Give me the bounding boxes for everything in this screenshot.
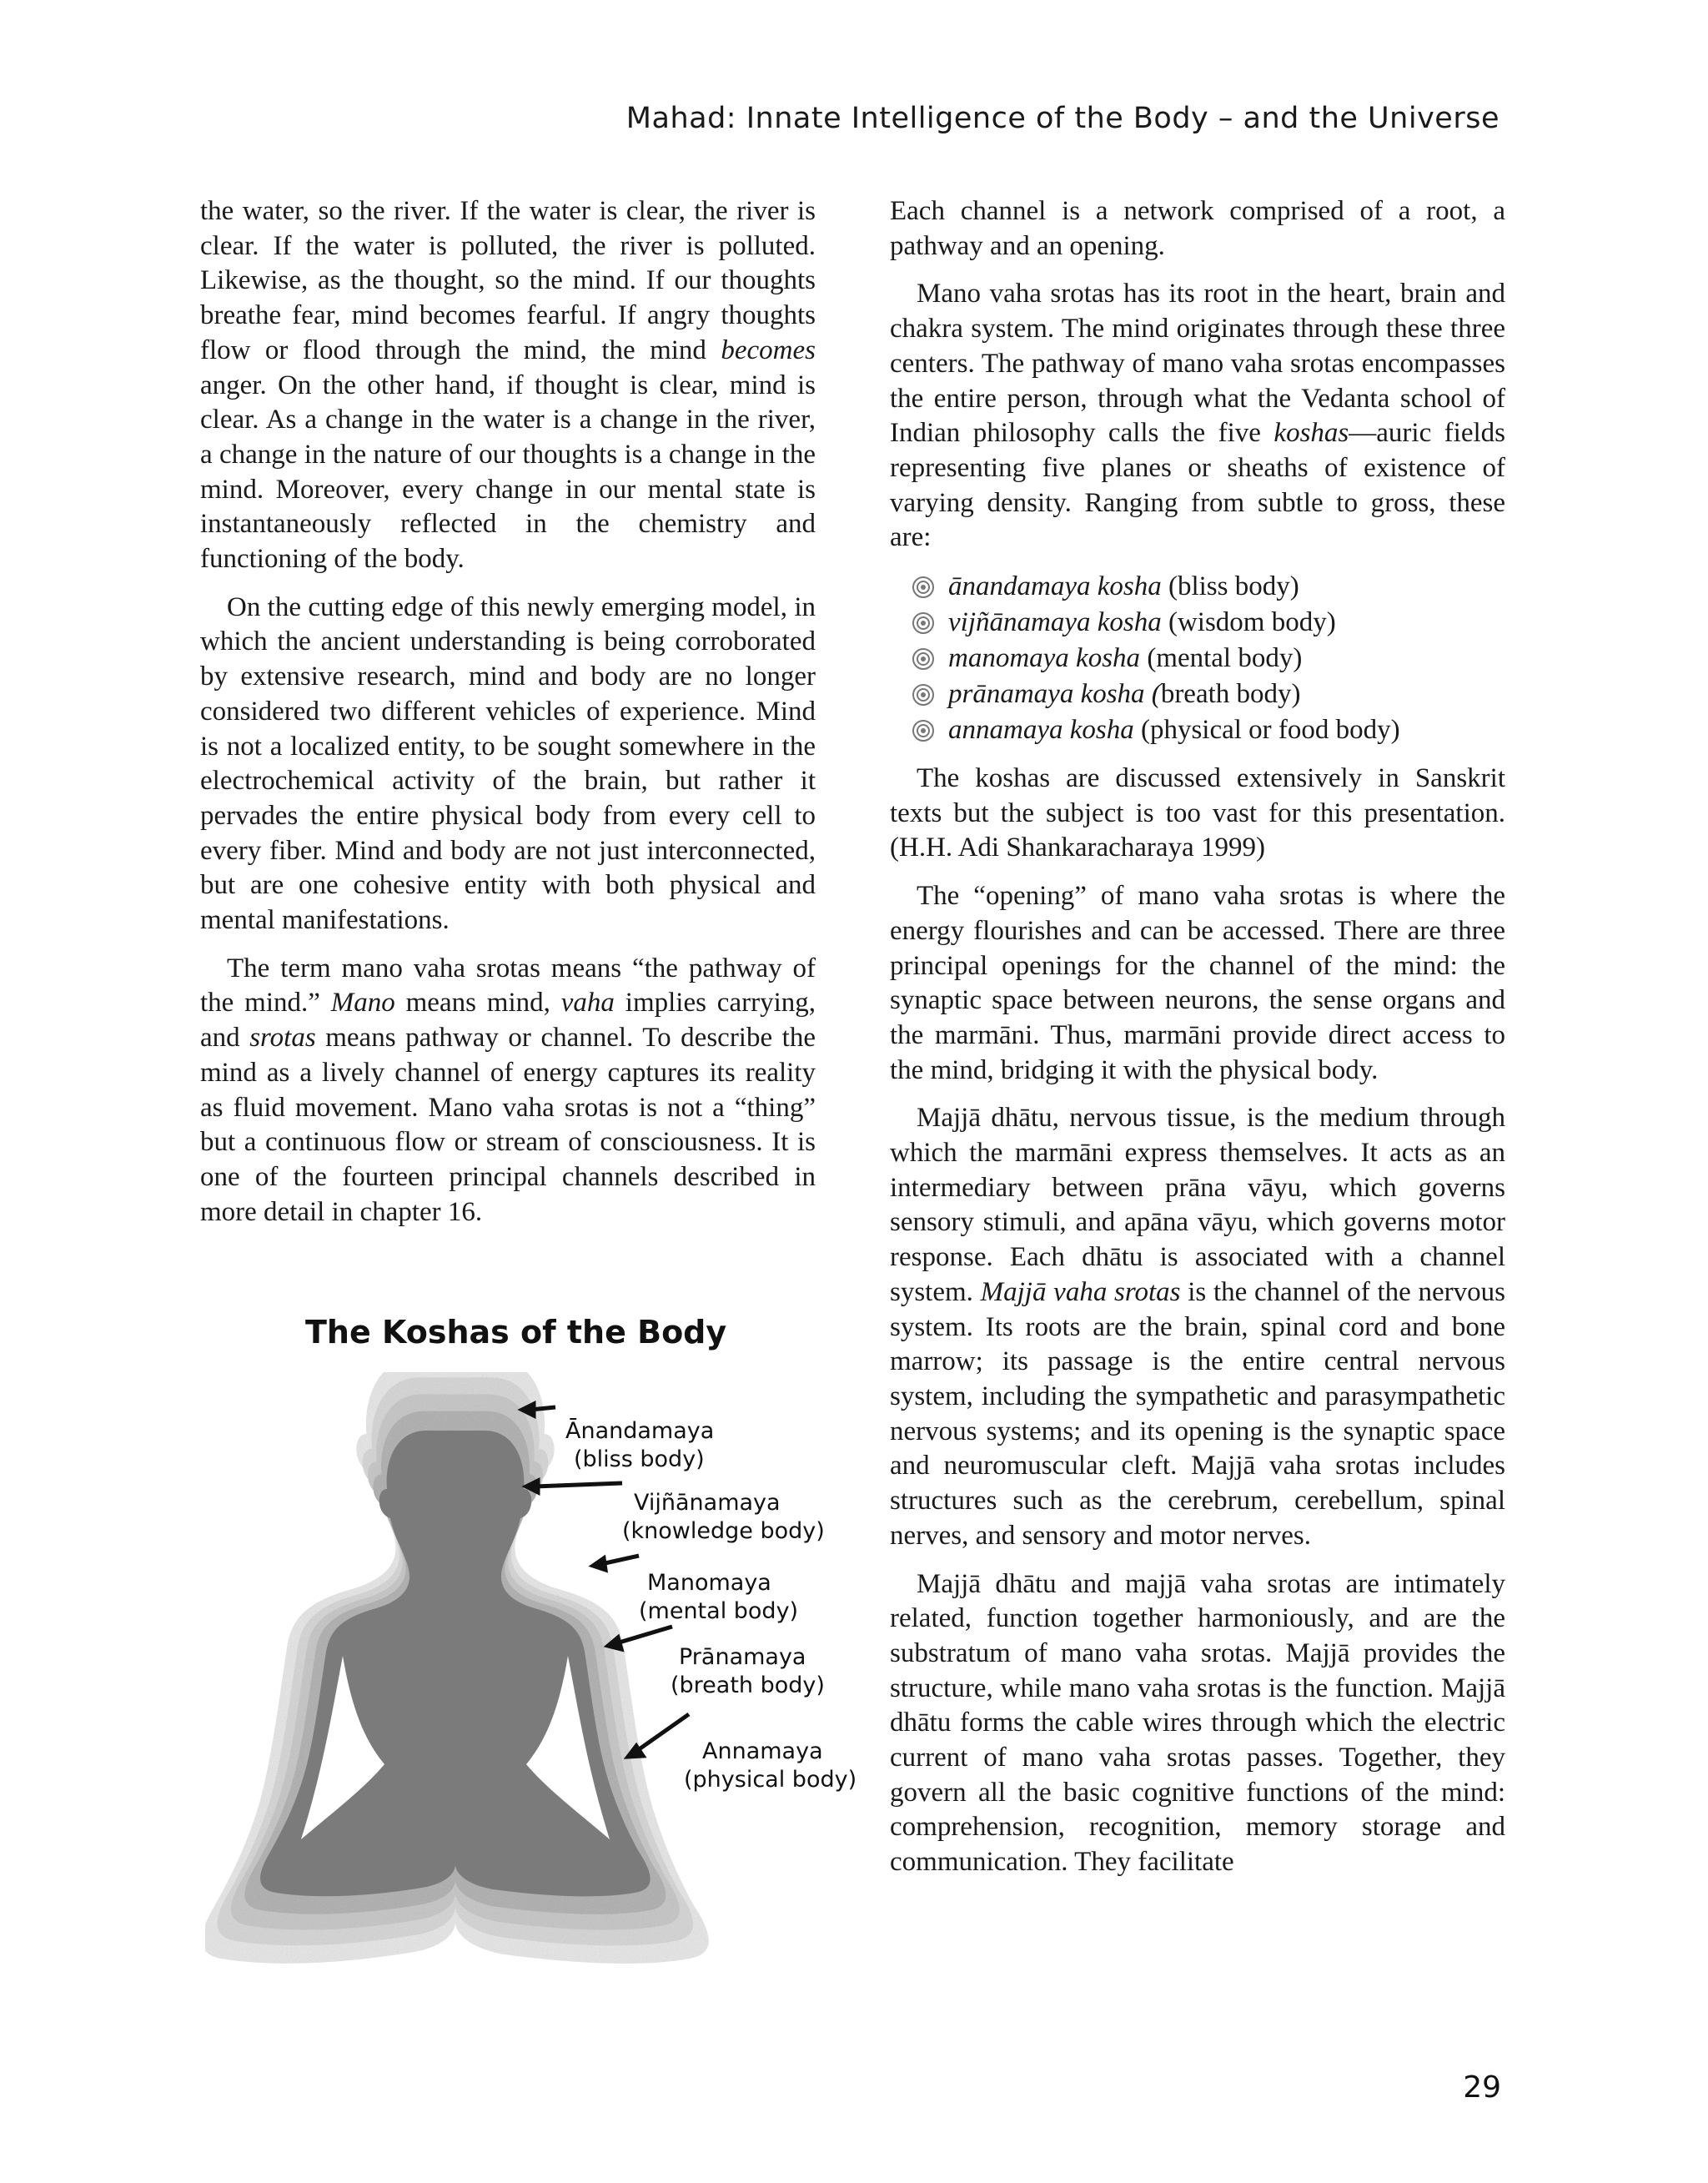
paragraph: On the cutting edge of this newly emerging model, in which the ancient understanding is being corroborated by extensive research, mind and body are no longer considered two different vehicles of experience. Mind is not a localized entity, to be sought somewhere in the electrochemical activity of the brain, but rather it pervades the entire physical body from every cell to every fiber. Mind and body are not just interconnected, but are one cohesive entity with both physical and mental manifestations. bbox=[200, 591, 816, 936]
list-item bbox=[912, 677, 1505, 712]
paragraph-text: implies carrying, and bbox=[200, 988, 816, 1054]
concentric-circle-bullet-icon bbox=[912, 576, 935, 599]
label-name: Ānandamaya bbox=[565, 1418, 715, 1444]
label-desc: (mental body) bbox=[639, 1598, 799, 1624]
kosha-desc: (wisdom body) bbox=[1161, 607, 1336, 638]
emphasis: koshas bbox=[1273, 418, 1349, 449]
list-item bbox=[912, 641, 1505, 677]
kosha-desc: breath body) bbox=[1160, 679, 1301, 710]
paragraph-text: means pathway or channel. To describe the mind as a lively channel of energy captures its reality as fluid movement. Mano vaha srotas is not a “thing” but a continuous flow or stream of consciousness. It is one of the fourteen principal channels described in more detail in chapter 16. bbox=[200, 1023, 816, 1227]
label-name: Vijñānamaya bbox=[634, 1490, 781, 1516]
kosha-desc: (mental body) bbox=[1140, 643, 1303, 674]
label-manomaya bbox=[639, 1569, 798, 1626]
paragraph bbox=[890, 1101, 1505, 1553]
label-desc: (knowledge body) bbox=[622, 1518, 825, 1544]
emphasis: srotas bbox=[249, 1023, 316, 1054]
label-desc: (breath body) bbox=[671, 1672, 825, 1698]
kosha-term: ānandamaya kosha bbox=[948, 571, 1162, 602]
concentric-circle-bullet-icon bbox=[912, 719, 935, 742]
running-head: Mahad: Innate Intelligence of the Body – and the Universe bbox=[625, 102, 1500, 135]
paragraph-text: Majjā dhātu, nervous tissue, is the medium through which the marmāni express themselves. It acts as an intermediary between prāna vāyu, which governs sensory stimuli, and apāna vāyu, which governs motor response. Each dhātu is associated with a channel system. bbox=[890, 1103, 1505, 1307]
label-anandamaya bbox=[565, 1417, 714, 1474]
kosha-term: prānamaya kosha ( bbox=[948, 679, 1161, 710]
paragraph-text: —auric fields representing five planes or sheaths of existence of varying density. Ranging from subtle to gross, these are: bbox=[890, 418, 1505, 553]
emphasis: becomes bbox=[721, 334, 816, 365]
kosha-term: vijñānamaya kosha bbox=[948, 607, 1162, 638]
label-annamaya bbox=[684, 1738, 857, 1794]
concentric-circle-bullet-icon bbox=[912, 647, 935, 671]
kosha-desc: (physical or food body) bbox=[1133, 715, 1400, 746]
page-number: 29 bbox=[1463, 2070, 1501, 2105]
paragraph: The koshas are discussed extensively in Sanskrit texts but the subject is too vast for this presentation. (H.H. Adi Shankaracharaya 1999) bbox=[890, 763, 1505, 863]
list-item bbox=[912, 605, 1505, 641]
list-item bbox=[912, 569, 1505, 605]
kosha-term: annamaya kosha bbox=[948, 715, 1134, 746]
paragraph-text: anger. On the other hand, if thought is clear, mind is clear. As a change in the water is a change in the river, a change in the nature of our thoughts is a change in the mind. Moreover, every change in our mental state is instantaneously reflected in the chemistry and functioning of the body. bbox=[200, 370, 816, 575]
paragraph-text: the water, so the river. If the water is clear, the river is clear. If the water is polluted, the river is polluted. Likewise, as the thought, so the mind. If our thoughts breathe fear, mind becomes fearful. If angry thoughts flow or flood through the mind, the mind bbox=[200, 196, 816, 365]
koshas-figure bbox=[205, 1314, 857, 1981]
right-column bbox=[890, 194, 1505, 1894]
left-column bbox=[200, 194, 816, 1243]
list-item bbox=[912, 712, 1505, 748]
paragraph-text: is the channel of the nervous system. Its roots are the brain, spinal cord and bone marrow; its passage is the entire central nervous system, including the sympathetic and parasympathetic nervous systems; and its opening is the synaptic space and neuromuscular cleft. Majjā vaha srotas includes structures such as the cerebrum, cerebellum, spinal nerves, and sensory and motor nerves. bbox=[890, 1276, 1506, 1551]
paragraph-text: The term mano vaha srotas means “the pathway of the mind.” bbox=[200, 953, 816, 1019]
label-name: Annamaya bbox=[702, 1738, 823, 1764]
label-pranamaya bbox=[671, 1643, 825, 1700]
emphasis: Majjā vaha srotas bbox=[980, 1276, 1181, 1307]
label-desc: (bliss body) bbox=[574, 1446, 705, 1472]
figure-title: The Koshas of the Body bbox=[305, 1314, 727, 1351]
kosha-term: manomaya kosha bbox=[948, 643, 1141, 674]
koshas-list bbox=[890, 569, 1505, 748]
paragraph bbox=[200, 952, 816, 1230]
label-vijnanamaya bbox=[622, 1489, 825, 1546]
emphasis: vaha bbox=[560, 988, 615, 1019]
kosha-desc: (bliss body) bbox=[1161, 571, 1299, 602]
paragraph bbox=[200, 194, 816, 577]
emphasis: Mano bbox=[330, 988, 395, 1019]
paragraph-text: Mano vaha srotas has its root in the heart, brain and chakra system. The mind originates through these three centers. The pathway of mano vaha srotas encompasses the entire person, through what the Vedanta school of Indian philosophy calls the five bbox=[890, 279, 1505, 449]
paragraph bbox=[890, 277, 1505, 556]
paragraph: Majjā dhātu and majjā vaha srotas are intimately related, function together harmoniously, and are the substratum of mano vaha srotas. Majjā provides the structure, while mano vaha srotas is the function. Majjā dhātu forms the cable wires through which the electric current of mano vaha srotas passes. Together, they govern all the basic cognitive functions of the mind: comprehension, recognition, memory storage and communication. They facilitate bbox=[890, 1568, 1505, 1878]
paragraph: Each channel is a network comprised of a root, a pathway and an opening. bbox=[890, 196, 1505, 261]
concentric-circle-bullet-icon bbox=[912, 683, 935, 707]
label-name: Prānamaya bbox=[679, 1644, 806, 1670]
label-desc: (physical body) bbox=[684, 1767, 857, 1793]
paragraph-text: means mind, bbox=[394, 988, 561, 1019]
paragraph: The “opening” of mano vaha srotas is where the energy flourishes and can be accessed. There are three principal openings for the channel of the mind: the synaptic space between neurons, the sense organs and the marmāni. Thus, marmāni provide direct access to the mind, bridging it with the physical body. bbox=[890, 881, 1505, 1085]
label-name: Manomaya bbox=[647, 1570, 771, 1596]
concentric-circle-bullet-icon bbox=[912, 611, 935, 635]
